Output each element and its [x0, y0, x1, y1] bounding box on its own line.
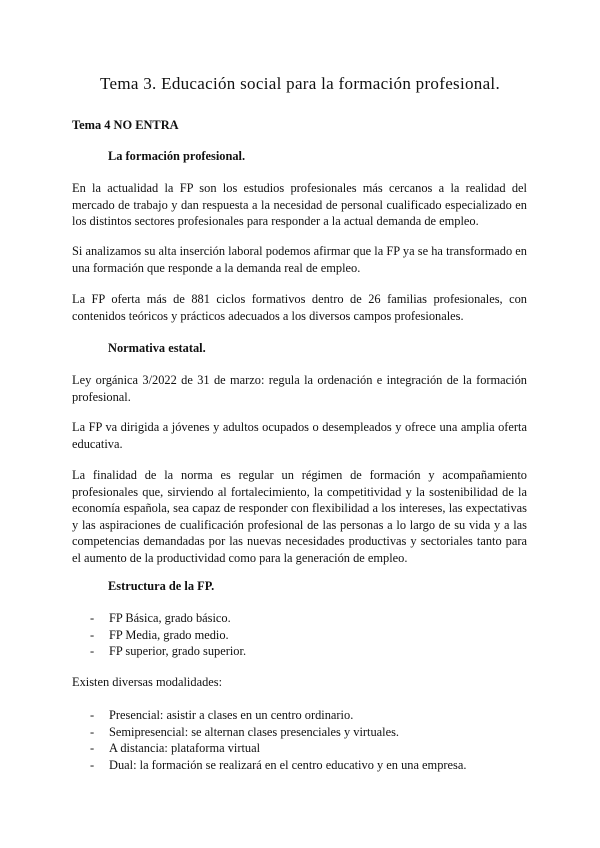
- paragraph: La finalidad de la norma es regular un régimen de formación y acompañamiento profesionales que, sirviendo al fortalecimiento, la competitividad y la sostenibilidad de la economía española, sea capaz de responder con flexibilidad a los intereses, las expectativas y las aspiraciones de cualificación profesional de las personas a lo largo de su vida y a las competencias demandadas por las nuevas necesidades productivas y sectoriales tanto para el aumento de la productividad como para la generación de empleo.: [72, 468, 527, 565]
- list-item: - Presencial: asistir a clases en un centro ordinario.: [90, 708, 354, 722]
- modalidades-intro: Existen diversas modalidades:: [72, 675, 223, 689]
- heading-formacion-profesional: La formación profesional.: [108, 149, 246, 163]
- heading-normativa-estatal: Normativa estatal.: [108, 341, 206, 355]
- dash-bullet: -: [90, 708, 95, 722]
- list-item: - FP superior, grado superior.: [90, 644, 247, 658]
- dash-bullet: -: [90, 627, 95, 642]
- paragraph: Si analizamos su alta inserción laboral podemos afirmar que la FP ya se ha transformado en una formación que responde a la demanda real de empleo.: [72, 244, 527, 275]
- paragraph: En la actualidad la FP son los estudios profesionales más cercanos a la realidad del mercado de trabajo y dan respuesta a la necesidad de personal cualificado especializado en los distintos sectores profesionales para responder a la actual demanda de empleo.: [72, 181, 527, 228]
- dash-bullet: -: [90, 611, 95, 625]
- paragraph: La FP va dirigida a jóvenes y adultos ocupados o desempleados y ofrece una amplia oferta educativa.: [72, 420, 527, 451]
- list-item: - A distancia: plataforma virtual: [90, 741, 261, 755]
- page-title: Tema 3. Educación social para la formación profesional.: [99, 74, 500, 93]
- paragraph: Ley orgánica 3/2022 de 31 de marzo: regula la ordenación e integración de la formación profesional.: [72, 373, 527, 404]
- dash-bullet: -: [90, 741, 95, 755]
- list-item: - Semipresencial: se alternan clases presenciales y virtuales.: [90, 724, 400, 739]
- list-item: - Dual: la formación se realizará en el centro educativo y en una empresa.: [90, 757, 467, 772]
- estructura-list: [72, 610, 527, 660]
- heading-estructura-fp: Estructura de la FP.: [108, 579, 215, 593]
- dash-bullet: -: [90, 644, 95, 658]
- list-item: - FP Media, grado medio.: [90, 627, 229, 642]
- paragraph: La FP oferta más de 881 ciclos formativos dentro de 26 familias profesionales, con contenidos teóricos y prácticos adecuados a los diversos campos profesionales.: [72, 292, 527, 323]
- note-tema4: Tema 4 NO ENTRA: [72, 118, 179, 132]
- list-item: - FP Básica, grado básico.: [90, 611, 231, 625]
- dash-bullet: -: [90, 757, 95, 772]
- modalidades-list: [72, 707, 527, 773]
- dash-bullet: -: [90, 724, 95, 739]
